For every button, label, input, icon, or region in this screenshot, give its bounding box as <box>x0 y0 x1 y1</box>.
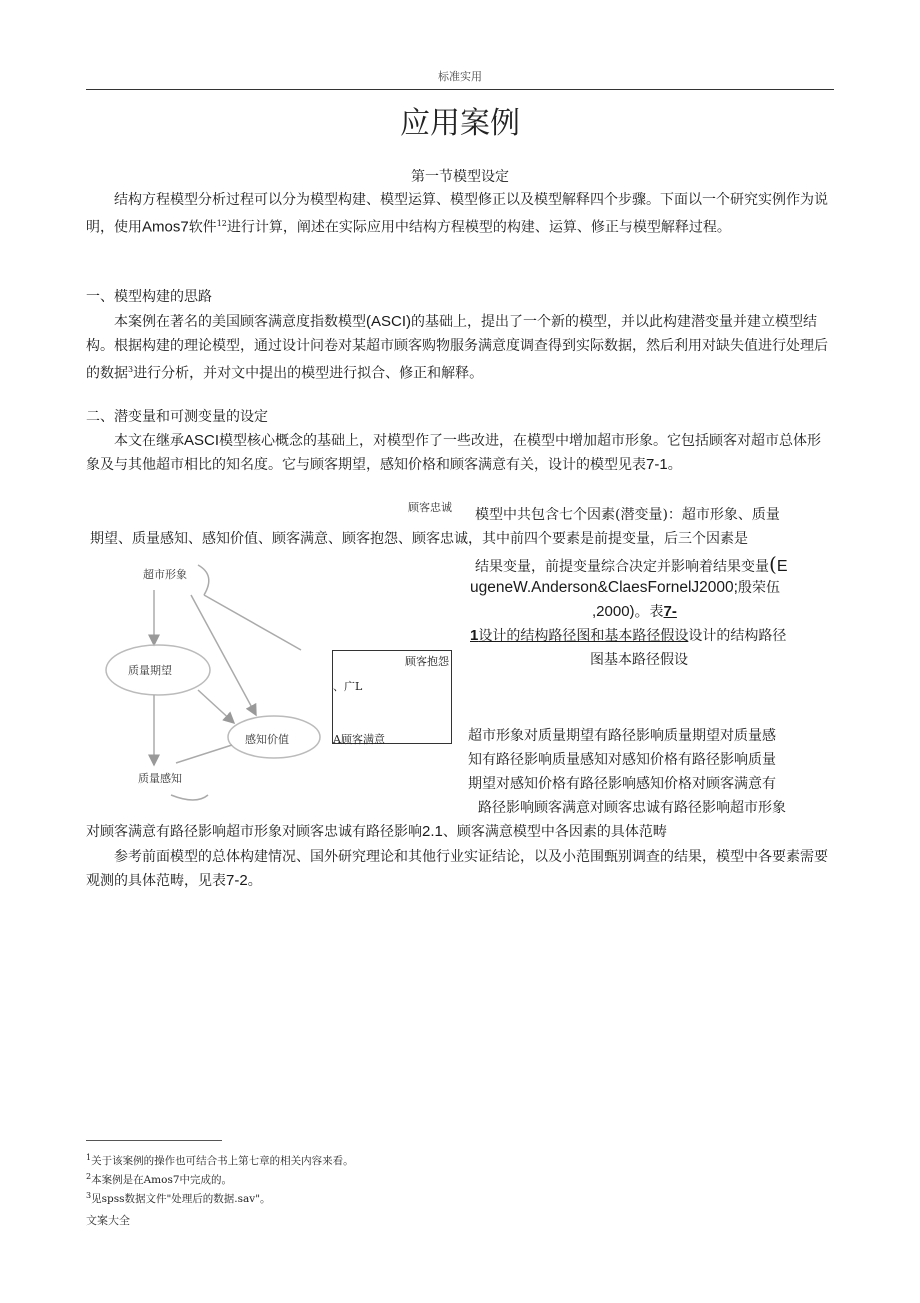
box-label-complaint: 顾客抱怨 <box>405 655 449 668</box>
footnote-2-text: 本案例是在Amos7中完成的。 <box>91 1174 233 1186</box>
closing-paragraph <box>86 845 834 893</box>
footnote-3-text: 见spss数据文件"处理后的数据.sav"。 <box>91 1193 271 1205</box>
subsection-1-heading: 一、模型构建的思路 <box>86 289 212 305</box>
node-quality-expectation: 质量期望 <box>128 664 172 677</box>
wrap-table-num-b[interactable]: 1 <box>470 627 479 644</box>
intro-text-3: 进行计算，阐述在实际应用中结构方程模型的构建、运算、修正与模型解释过程。 <box>226 219 731 236</box>
wrap-line-2: 期望、质量感知、感知价值、顾客满意、顾客抱怨、顾客忠诚，其中前四个要素是前提变量，后三个因素是 <box>90 531 748 547</box>
paths-line-1: 超市形象对质量期望有路径影响质量期望对质量感 <box>468 728 776 744</box>
wrap-line-3 <box>475 552 825 579</box>
paths-line-5-text: 对顾客满意有路径影响超市形象对顾客忠诚有路径影响 <box>86 824 422 840</box>
sub1-text-2: 的基础上，提出了一个新的模型，并以此构建潜变量并建立模型结构。根据构建的理论模型，通过设计问卷对某超市顾客购物服务满意度调查得到实际数据，然后利用对缺失值进行处理后的数据 <box>86 314 828 382</box>
wrap-line-6 <box>470 624 825 648</box>
path-image-right-1 <box>204 595 301 650</box>
path-quality-value <box>176 745 232 763</box>
subsection-2-heading: 二、潜变量和可测变量的设定 <box>86 409 268 425</box>
wrap-line-7: 图基本路径假设 <box>590 652 688 668</box>
closing-text-1: 参考前面模型的总体构建情况、国外研究理论和其他行业实证结论，以及小范围甄别调查的结果，模型中各要素需要观测的具体范畴，见表 <box>86 849 828 889</box>
paths-line-4: 路径影响顾客满意对顾客忠诚有路径影响超市形象 <box>478 800 786 816</box>
quality-curve <box>171 795 208 800</box>
wrap-year: ,2000)。 <box>592 603 650 620</box>
paths-line-5-num: 2.1 <box>422 823 443 840</box>
intro-paragraph <box>86 188 834 240</box>
paths-line-3: 期望对感知价格有路径影响感知价格对顾客满意有 <box>468 776 776 792</box>
page-header-label: 标准实用 <box>438 70 482 83</box>
wrap-line-3-text: 结果变量，前提变量综合决定并影响着结果变量 <box>475 559 769 575</box>
wrap-author-2: ugeneW.Anderson&ClaesFornelJ2000; <box>470 579 738 596</box>
sub2-text-3: 。 <box>667 457 682 473</box>
footnote-divider <box>86 1140 222 1141</box>
footnote-1-text: 关于该案例的操作也可结合书上第七章的相关内容来看。 <box>91 1155 354 1167</box>
footnote-2 <box>86 1168 232 1189</box>
wrap-author-1: E <box>776 558 788 575</box>
section-heading: 第一节模型设定 <box>411 169 509 185</box>
complaint-satisfaction-box <box>332 650 452 744</box>
intro-amos: Amos7 <box>142 218 189 236</box>
header-divider <box>86 89 834 90</box>
footnote-3-num: 3 <box>86 1191 92 1200</box>
sub1-text-1: 本案例在著名的美国顾客满意度指数模型 <box>114 314 366 330</box>
node-perceived-value: 感知价值 <box>245 733 289 746</box>
footnote-2-num: 2 <box>86 1172 92 1181</box>
subsection-2-paragraph <box>86 429 834 477</box>
intro-text-1: 结构方程模型分析过程可以分为模型构建、模型运算、模型修正以及模型解释四个步骤。下面以一个研究实例作为说明，使用 <box>86 192 828 236</box>
footnote-3 <box>86 1187 271 1208</box>
wrap-paren: ( <box>769 552 777 576</box>
sub1-text-3: 进行分析，并对文中提出的模型进行拟合、修正和解释。 <box>133 365 484 382</box>
sub2-acronym: ASCI <box>184 432 220 449</box>
paths-line-5 <box>86 820 834 844</box>
sub1-ref: 3 <box>128 365 134 374</box>
sub1-acronym: (ASCI) <box>366 313 411 330</box>
document-title: 应用案例 <box>400 106 520 141</box>
sub2-text-1: 本文在继承 <box>114 433 184 449</box>
wrap-line-5 <box>592 600 677 624</box>
node-supermarket-image: 超市形象 <box>143 568 187 581</box>
box-label-fragment: 、广L <box>333 680 363 693</box>
intro-text-2: 软件 <box>188 219 217 236</box>
wrap-line-1: 模型中共包含七个因素(潜变量)：超市形象、质量 <box>475 507 780 523</box>
node-perceived-quality: 质量感知 <box>138 772 182 785</box>
paths-line-5-heading: 、顾客满意模型中各因素的具体范畴 <box>442 824 667 840</box>
intro-ref: 12 <box>216 219 227 228</box>
footnote-1 <box>86 1149 354 1170</box>
sub2-text-2: 模型核心概念的基础上，对模型作了一些改进，在模型中增加超市形象。它包括顾客对超市总体形象及与其他超市相比的知名度。它与顾客期望，感知价格和顾客满意有关，设计的模型见表 <box>86 433 822 473</box>
wrap-line-4 <box>470 576 825 600</box>
wrap-caption-rest: 设计的结构路径 <box>688 628 787 644</box>
wrap-table-num-a[interactable]: 7- <box>663 603 677 620</box>
wrap-table-word: 表 <box>649 604 664 620</box>
subsection-1-paragraph <box>86 310 834 386</box>
footnote-1-num: 1 <box>86 1153 92 1162</box>
image-curve <box>198 565 209 595</box>
node-customer-loyalty: 顾客忠诚 <box>408 501 452 514</box>
box-label-satisfaction: A顾客满意 <box>333 733 385 746</box>
paths-line-2: 知有路径影响质量感知对感知价格有路径影响质量 <box>468 752 776 768</box>
path-expect-value <box>198 690 234 723</box>
closing-table-ref: 7-2 <box>226 872 248 889</box>
closing-text-2: 。 <box>247 873 262 889</box>
sub2-table-ref: 7-1 <box>646 456 668 473</box>
wrap-caption-link[interactable]: 设计的结构路径图和基本路径假设 <box>478 628 689 644</box>
page-footer-label: 文案大全 <box>86 1214 130 1227</box>
wrap-author-3: 殷荣伍 <box>737 580 780 596</box>
